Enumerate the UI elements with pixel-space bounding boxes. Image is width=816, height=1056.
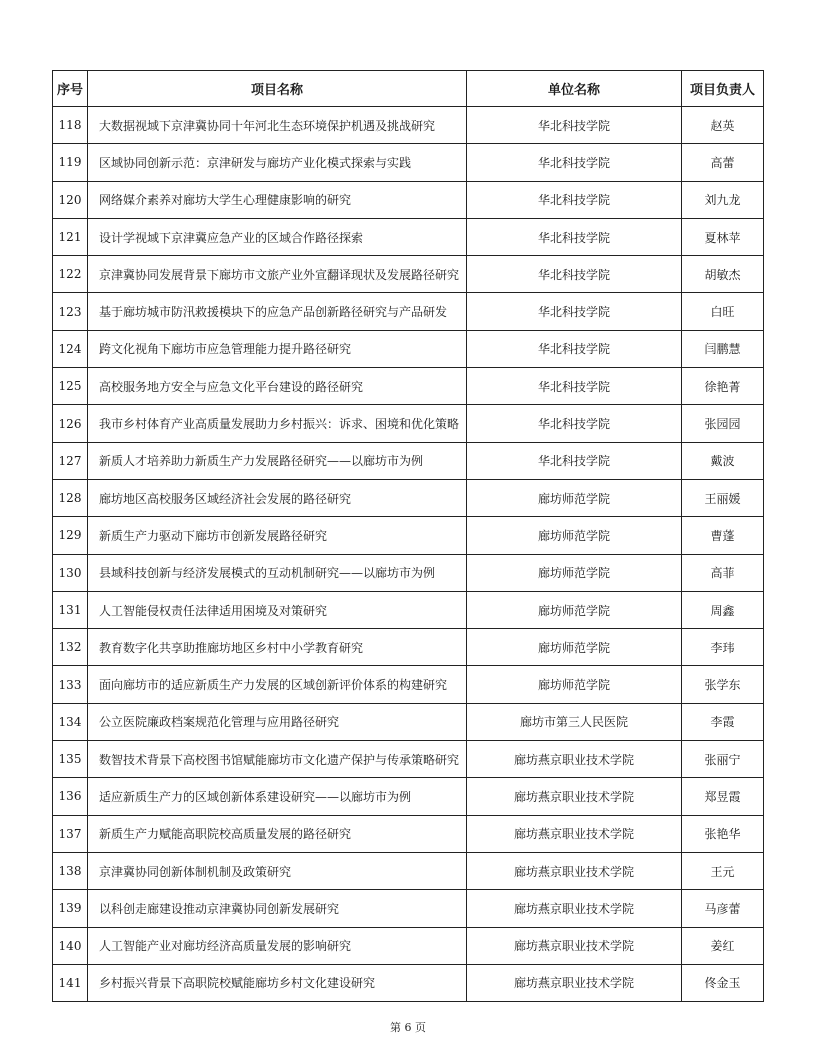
row-project-name: 大数据视域下京津冀协同十年河北生态环境保护机遇及挑战研究	[88, 107, 467, 144]
row-unit-name: 华北科技学院	[467, 181, 682, 218]
row-unit-name: 廊坊燕京职业技术学院	[467, 741, 682, 778]
row-index: 140	[53, 927, 88, 964]
table-row	[53, 890, 764, 927]
row-leader: 张园园	[682, 405, 764, 442]
row-project-name: 京津冀协同创新体制机制及政策研究	[88, 852, 467, 889]
row-project-name: 新质生产力驱动下廊坊市创新发展路径研究	[88, 517, 467, 554]
row-index: 135	[53, 741, 88, 778]
row-project-name: 高校服务地方安全与应急文化平台建设的路径研究	[88, 368, 467, 405]
row-leader: 周鑫	[682, 591, 764, 628]
row-project-name: 教育数字化共享助推廊坊地区乡村中小学教育研究	[88, 629, 467, 666]
row-index: 136	[53, 778, 88, 815]
table-row	[53, 256, 764, 293]
table-row	[53, 852, 764, 889]
table-row	[53, 927, 764, 964]
row-project-name: 数智技术背景下高校图书馆赋能廊坊市文化遗产保护与传承策略研究	[88, 741, 467, 778]
row-unit-name: 廊坊师范学院	[467, 666, 682, 703]
row-leader: 李玮	[682, 629, 764, 666]
row-unit-name: 华北科技学院	[467, 218, 682, 255]
row-leader: 张学东	[682, 666, 764, 703]
page-number: 第 6 页	[390, 1021, 426, 1034]
row-unit-name: 华北科技学院	[467, 405, 682, 442]
row-project-name: 跨文化视角下廊坊市应急管理能力提升路径研究	[88, 330, 467, 367]
row-project-name: 公立医院廉政档案规范化管理与应用路径研究	[88, 703, 467, 740]
row-index: 130	[53, 554, 88, 591]
table-row	[53, 107, 764, 144]
header-index: 序号	[53, 71, 88, 107]
row-leader: 王元	[682, 852, 764, 889]
row-leader: 李霞	[682, 703, 764, 740]
row-project-name: 以科创走廊建设推动京津冀协同创新发展研究	[88, 890, 467, 927]
row-leader: 王丽媛	[682, 479, 764, 516]
row-leader: 夏林苹	[682, 218, 764, 255]
table-row	[53, 778, 764, 815]
row-index: 133	[53, 666, 88, 703]
row-project-name: 区域协同创新示范：京津研发与廊坊产业化模式探索与实践	[88, 144, 467, 181]
row-leader: 佟金玉	[682, 964, 764, 1001]
table-row	[53, 479, 764, 516]
row-project-name: 新质生产力赋能高职院校高质量发展的路径研究	[88, 815, 467, 852]
row-project-name: 网络媒介素养对廊坊大学生心理健康影响的研究	[88, 181, 467, 218]
table-row	[53, 591, 764, 628]
row-index: 138	[53, 852, 88, 889]
table-row	[53, 554, 764, 591]
row-unit-name: 廊坊燕京职业技术学院	[467, 815, 682, 852]
row-unit-name: 廊坊燕京职业技术学院	[467, 778, 682, 815]
row-unit-name: 华北科技学院	[467, 107, 682, 144]
table-row	[53, 144, 764, 181]
row-index: 122	[53, 256, 88, 293]
row-index: 131	[53, 591, 88, 628]
row-index: 120	[53, 181, 88, 218]
row-leader: 郑昱霞	[682, 778, 764, 815]
row-unit-name: 廊坊燕京职业技术学院	[467, 852, 682, 889]
row-project-name: 人工智能侵权责任法律适用困境及对策研究	[88, 591, 467, 628]
row-project-name: 基于廊坊城市防汛救援模块下的应急产品创新路径研究与产品研发	[88, 293, 467, 330]
table-row	[53, 368, 764, 405]
row-leader: 高菲	[682, 554, 764, 591]
header-unit-name: 单位名称	[467, 71, 682, 107]
row-leader: 张艳华	[682, 815, 764, 852]
row-project-name: 适应新质生产力的区域创新体系建设研究——以廊坊市为例	[88, 778, 467, 815]
row-index: 121	[53, 218, 88, 255]
row-unit-name: 廊坊燕京职业技术学院	[467, 890, 682, 927]
row-leader: 刘九龙	[682, 181, 764, 218]
row-index: 129	[53, 517, 88, 554]
table-body	[53, 107, 764, 1002]
row-leader: 张丽宁	[682, 741, 764, 778]
header-project-name: 项目名称	[88, 71, 467, 107]
row-project-name: 县域科技创新与经济发展模式的互动机制研究——以廊坊市为例	[88, 554, 467, 591]
row-leader: 赵英	[682, 107, 764, 144]
table-row	[53, 181, 764, 218]
row-project-name: 设计学视域下京津冀应急产业的区域合作路径探索	[88, 218, 467, 255]
row-index: 139	[53, 890, 88, 927]
row-index: 123	[53, 293, 88, 330]
row-project-name: 面向廊坊市的适应新质生产力发展的区域创新评价体系的构建研究	[88, 666, 467, 703]
row-leader: 曹蓬	[682, 517, 764, 554]
row-unit-name: 廊坊师范学院	[467, 479, 682, 516]
table-row	[53, 629, 764, 666]
table-row	[53, 330, 764, 367]
table-header-row	[53, 71, 764, 107]
project-table	[52, 70, 764, 1002]
row-unit-name: 华北科技学院	[467, 256, 682, 293]
row-project-name: 乡村振兴背景下高职院校赋能廊坊乡村文化建设研究	[88, 964, 467, 1001]
row-leader: 马彦蕾	[682, 890, 764, 927]
row-leader: 胡敏杰	[682, 256, 764, 293]
row-project-name: 新质人才培养助力新质生产力发展路径研究——以廊坊市为例	[88, 442, 467, 479]
row-unit-name: 华北科技学院	[467, 368, 682, 405]
row-leader: 姜红	[682, 927, 764, 964]
row-project-name: 我市乡村体育产业高质量发展助力乡村振兴：诉求、困境和优化策略	[88, 405, 467, 442]
row-index: 141	[53, 964, 88, 1001]
header-leader: 项目负责人	[682, 71, 764, 107]
table-row	[53, 703, 764, 740]
row-unit-name: 廊坊师范学院	[467, 554, 682, 591]
row-index: 126	[53, 405, 88, 442]
row-index: 128	[53, 479, 88, 516]
row-index: 124	[53, 330, 88, 367]
table-row	[53, 293, 764, 330]
row-unit-name: 廊坊燕京职业技术学院	[467, 964, 682, 1001]
row-leader: 白旺	[682, 293, 764, 330]
row-leader: 高蕾	[682, 144, 764, 181]
table-row	[53, 405, 764, 442]
table-row	[53, 964, 764, 1001]
row-unit-name: 廊坊师范学院	[467, 591, 682, 628]
table-row	[53, 666, 764, 703]
row-unit-name: 廊坊师范学院	[467, 517, 682, 554]
row-unit-name: 华北科技学院	[467, 442, 682, 479]
row-unit-name: 廊坊燕京职业技术学院	[467, 927, 682, 964]
row-index: 132	[53, 629, 88, 666]
row-unit-name: 华北科技学院	[467, 144, 682, 181]
row-unit-name: 华北科技学院	[467, 293, 682, 330]
row-leader: 戴波	[682, 442, 764, 479]
row-leader: 闫鹏慧	[682, 330, 764, 367]
row-project-name: 京津冀协同发展背景下廊坊市文旅产业外宣翻译现状及发展路径研究	[88, 256, 467, 293]
row-index: 127	[53, 442, 88, 479]
row-index: 118	[53, 107, 88, 144]
table-row	[53, 741, 764, 778]
row-unit-name: 廊坊市第三人民医院	[467, 703, 682, 740]
table-row	[53, 517, 764, 554]
row-unit-name: 廊坊师范学院	[467, 629, 682, 666]
row-project-name: 廊坊地区高校服务区域经济社会发展的路径研究	[88, 479, 467, 516]
row-index: 125	[53, 368, 88, 405]
row-index: 119	[53, 144, 88, 181]
table-row	[53, 442, 764, 479]
row-project-name: 人工智能产业对廊坊经济高质量发展的影响研究	[88, 927, 467, 964]
row-index: 137	[53, 815, 88, 852]
row-leader: 徐艳菁	[682, 368, 764, 405]
row-index: 134	[53, 703, 88, 740]
table-row	[53, 218, 764, 255]
table-row	[53, 815, 764, 852]
row-unit-name: 华北科技学院	[467, 330, 682, 367]
